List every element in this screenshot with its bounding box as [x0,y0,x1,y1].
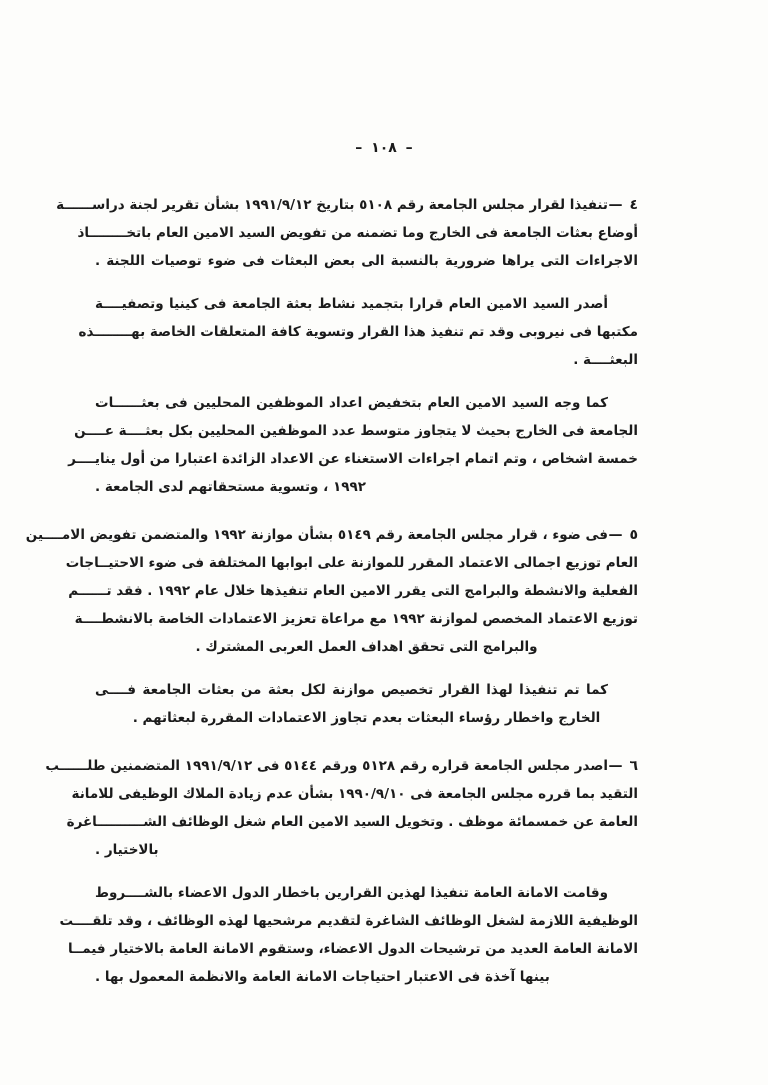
text-line: البعثــــة . [573,352,638,368]
paragraph [68,389,638,501]
paragraph [45,752,638,864]
paragraph [78,290,638,374]
item-number-digit: ٤ [629,197,638,213]
text-line: كما وجه السيد الامين العام بتخفيض اعداد الموظفين المحليين فى بعثــــــات [95,395,608,411]
text-line: كما تم تنفيذا لهذا القرار تخصيص موازنة لكل بعثة من بعثات الجامعة فــــى [95,682,608,698]
paragraph [25,521,638,661]
item-number-dash: — [608,197,623,213]
document-section-٤ [56,191,638,501]
paragraph [59,879,638,991]
text-line: فى ضوء ، قرار مجلس الجامعة رقم ٥١٤٩ بشأن موازنة ١٩٩٢ والمتضمن تفويض الامــــين [25,527,608,543]
text-line: بالاختيار . [95,842,159,858]
item-number-dash: — [608,758,623,774]
item-number-dash: — [608,527,623,543]
text-line: والبرامج التى تحقق اهداف العمل العربى المشترك . [195,639,538,655]
page-number: – ١٠٨ – [355,140,413,156]
text-line: ١٩٩٢ ، وتسوية مستحقاتهم لدى الجامعة . [95,479,366,495]
text-line: أوضاع بعثات الجامعة فى الخارج وما تضمنه من تفويض السيد الامين العام باتخــــــــاذ [77,225,638,241]
item-number [608,521,638,549]
text-line: أصدر السيد الامين العام قرارا بتجميد نشاط بعثة الجامعة فى كينيا وتصفيــــة [95,296,608,312]
item-number-digit: ٦ [629,758,638,774]
text-line: خمسة اشخاص ، وتم اتمام اجراءات الاستغناء عن الاعداد الزائدة اعتبارا من أول ينايــــر [68,451,638,467]
text-line: توزيع الاعتماد المخصص لموازنة ١٩٩٢ مع مراعاة تعزيز الاعتمادات الخاصة بالانشطــــة [74,611,638,627]
text-line: العام توزيع اجمالى الاعتماد المقرر للموازنة على ابوابها المختلفة فى ضوء الاحتيــاجات [65,555,638,571]
text-line: الجامعة فى الخارج بحيث لا يتجاوز متوسط عدد الموظفين المحليين بكل بعثــــة عــــن [74,423,638,439]
item-number-digit: ٥ [629,527,638,543]
text-line: الاجراءات التى يراها ضرورية بالنسبة الى بعض البعثات فى ضوء توصيات اللجنة . [95,253,638,269]
text-line: التقيد بما قرره مجلس الجامعة فى ١٩٩٠/٩/١٠ بشأن عدم زيادة الملاك الوظيفى للامانة [71,786,638,802]
text-line: الفعلية والانشطة والبرامج التى يقرر الامين العام تنفيذها خلال عام ١٩٩٢ . فقد تــــــم [68,583,638,599]
text-line: اصدر مجلس الجامعة قراره رقم ٥١٢٨ ورقم ٥١٤٤ فى ١٩٩١/٩/١٢ المتضمنين طلــــــب [45,758,608,774]
text-line: تنفيذا لقرار مجلس الجامعة رقم ٥١٠٨ بتاريخ ١٩٩١/٩/١٢ بشأن تقرير لجنة دراســــــة [56,197,608,213]
text-line: الامانة العامة العديد من ترشيحات الدول الاعضاء، وستقوم الامانة العامة بالاختيار فيمــا [67,941,638,957]
text-line: الخارج واخطار رؤساء البعثات بعدم تجاوز الاعتمادات المقررة لبعثاتهم . [132,710,601,726]
paragraph [95,676,638,732]
document-body [25,191,638,991]
text-line: مكتبها فى نيروبى وقد تم تنفيذ هذا القرار وتسوية كافة المتعلقات الخاصة بهــــــــذه [78,324,638,340]
document-section-٥ [25,521,638,732]
text-line: بينها آخذة فى الاعتبار احتياجات الامانة العامة والانظمة المعمول بها . [95,969,550,985]
paragraph [56,191,638,275]
document-section-٦ [45,752,638,991]
item-number [608,191,638,219]
item-number [608,752,638,780]
text-line: وقامت الامانة العامة تنفيذا لهذين القرارين باخطار الدول الاعضاء بالشــــروط [94,885,608,901]
text-line: الوظيفية اللازمة لشغل الوظائف الشاغرة لتقديم مرشحيها لهذه الوظائف ، وقد تلقــــت [59,913,638,929]
text-line: العامة عن خمسمائة موظف . وتخويل السيد الامين العام شغل الوظائف الشــــــــــاغرة [66,814,638,830]
